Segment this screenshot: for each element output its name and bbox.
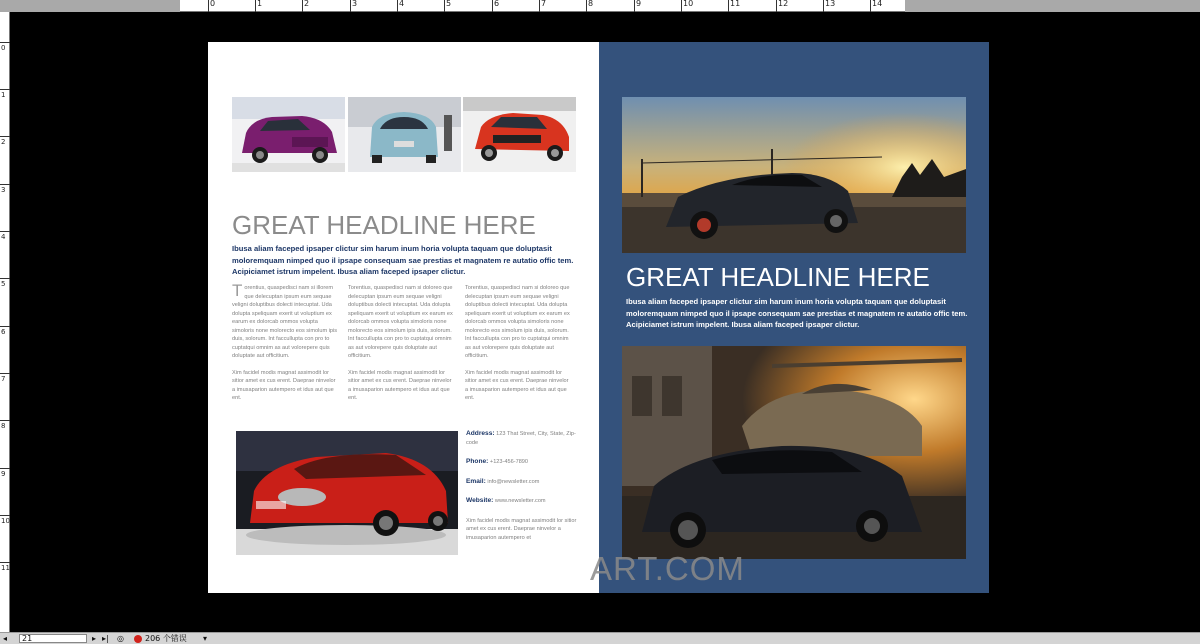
preflight-icon[interactable]: ◎ — [117, 634, 124, 643]
website-label: Website: — [466, 497, 494, 504]
ruler-label: 3 — [1, 186, 6, 194]
ruler-label: 13 — [825, 0, 836, 8]
red-car-image — [463, 97, 576, 172]
ruler-label: 0 — [1, 44, 6, 52]
feature-red-concept-car-image[interactable] — [236, 431, 458, 555]
ruler-label: 9 — [1, 470, 6, 478]
zoom-field[interactable] — [19, 634, 87, 643]
vertical-ruler[interactable] — [0, 12, 10, 632]
phone-label: Phone: — [466, 458, 489, 465]
ruler-label: 2 — [304, 0, 310, 8]
contact-website — [466, 497, 578, 506]
column-3-paragraph-1: Torentius, quaspedisci nam si doloreo que delecuptan ipsum eum sequae veligni doluptibus dolecti intecuptat. Uda dolupta speliquam exerit ut voluptium ex earum ex dolorcab ommos volupta simoloris none molorecto eos simolum ipis duis, solorum. Int faccullupta con pro to cuptatqui omnim as aut volorepere quis doluptate aut officitium. — [465, 285, 570, 359]
ruler-label: 1 — [1, 91, 6, 99]
helicopter-car-image[interactable] — [622, 346, 966, 559]
first-page-icon[interactable]: ▸ — [92, 634, 97, 643]
sunset-sports-car-image[interactable] — [622, 97, 966, 253]
left-page[interactable] — [208, 42, 599, 593]
ruler-label: 6 — [1, 328, 6, 336]
contact-email — [466, 478, 578, 487]
email-value: info@newsletter.com — [487, 478, 540, 485]
dropdown-chevron-icon[interactable]: ▾ — [203, 634, 208, 643]
ruler-label: 5 — [1, 280, 6, 288]
ruler-label: 9 — [636, 0, 642, 8]
ruler-label: 12 — [778, 0, 789, 8]
contact-block — [466, 430, 578, 542]
ruler-label: 3 — [352, 0, 358, 8]
ruler-label: 11 — [730, 0, 741, 8]
closing-paragraph: Xim facidel modis magnat assimodit lor sitior amet ex cus erent. Daeprae ninvelor a imusaparion autempero et — [466, 517, 577, 541]
left-lead-paragraph: Ibusa aliam faceped ipsaper clictur sim harum inum horia volupta taquam que doluptasit moloremquam nimped quo il ipsape consequam sae prestias et magnatem re autatio offic tem. Acipiciamet istrum impelent. Ibusa aliam faceped ipsaper clictur. — [232, 244, 574, 276]
status-bar — [0, 632, 1200, 644]
phone-value: +123-456-7890 — [489, 459, 529, 465]
ruler-label: 1 — [257, 0, 263, 8]
website-value: www.newsletter.com — [494, 498, 546, 504]
page-arrow-icon[interactable]: ◂ — [3, 634, 8, 643]
column-1-paragraph-1: orentius, quaspedisci nam si illorem que delecuptan ipsum eum sequae veligni doluptibus dolecti intecuptat. Uda dolupta speliquam exerit ut voluptium ex earum ex dolorcab ommos volupta simoloris none molorecto eos simolum ipis duis, solorum. Int faccullupta con pro to cuptatqui omnim as aut volorepere quis doluptate aut officitium. — [232, 285, 338, 359]
contact-address — [466, 430, 578, 447]
thumbnail-blue-car[interactable] — [348, 97, 461, 172]
error-indicator-icon — [134, 635, 142, 643]
blue-car-image — [348, 97, 461, 172]
ruler-label: 8 — [588, 0, 594, 8]
address-value: 123 That Street, City, State, Zip-code — [466, 431, 576, 446]
right-page[interactable] — [599, 42, 989, 593]
sunset-sports-car-photo — [622, 97, 966, 253]
ruler-label: 5 — [446, 0, 452, 8]
column-1-paragraph-2: Xim facidel modis magnat assimodit lor sitior amet ex cus erent. Daeprae ninvelor a imusaparion autempero et idus aut que ent. — [232, 369, 336, 401]
ruler-label: 7 — [541, 0, 547, 8]
contact-phone — [466, 458, 578, 467]
column-3-paragraph-2: Xim facidel modis magnat assimodit lor sitior amet ex cus erent. Daeprae ninvelor a imusaparion autempero et idus aut que ent. — [465, 369, 569, 401]
column-2-paragraph-2: Xim facidel modis magnat assimodit lor sitior amet ex cus erent. Daeprae ninvelor a imusaparion autempero et idus aut que ent. — [348, 369, 452, 401]
ruler-label: 14 — [872, 0, 883, 8]
text-column-2 — [348, 284, 456, 411]
ruler-label: 10 — [1, 517, 10, 525]
right-headline: GREAT HEADLINE HERE — [626, 262, 930, 292]
left-headline: GREAT HEADLINE HERE — [232, 210, 536, 240]
thumbnail-red-car[interactable] — [463, 97, 576, 172]
ruler-strip — [180, 0, 905, 12]
next-page-icon[interactable]: ▸| — [102, 634, 109, 643]
ruler-label: 8 — [1, 422, 6, 430]
ruler-label: 0 — [210, 0, 216, 8]
column-2-paragraph-1: Torentius, quaspedisci nam si doloreo que delecuptan ipsum eum sequae veligni doluptibus dolecti intecuptat. Uda dolupta speliquam exerit ut voluptium ex earum ex dolorcab ommos volupta simoloris none molorecto eos simolum ipis duis, solorum. Int faccullupta con pro to cuptatqui omnim as aut volorepere quis doluptate aut officitium. — [348, 285, 453, 359]
error-count[interactable]: 206 个错误 — [145, 634, 187, 643]
purple-car-image — [232, 97, 345, 172]
watermark-text: ART.COM — [590, 550, 745, 587]
zoom-value: 21 — [22, 634, 33, 643]
ruler-label: 4 — [399, 0, 405, 8]
ruler-label: 2 — [1, 138, 6, 146]
text-column-1 — [232, 281, 340, 411]
address-label: Address: — [466, 430, 495, 437]
text-column-3 — [465, 284, 573, 411]
ruler-label: 7 — [1, 375, 6, 383]
horizontal-ruler[interactable] — [0, 0, 1200, 12]
email-label: Email: — [466, 477, 486, 485]
ruler-label: 6 — [494, 0, 500, 8]
helicopter-car-photo — [622, 346, 966, 559]
ruler-label: 10 — [683, 0, 694, 8]
ruler-label: 4 — [1, 233, 6, 241]
drop-cap: T — [232, 281, 243, 300]
red-concept-car-photo — [236, 431, 458, 555]
thumbnail-purple-car[interactable] — [232, 97, 345, 172]
right-lead-paragraph: Ibusa aliam faceped ipsaper clictur sim harum inum horia volupta taquam que doluptasit moloremquam nimped quo il ipsape consequam sae prestias et magnatem re autatio offic tem. Acipiciamet istrum impelent. Ibusa aliam faceped ipsaper clictur. — [626, 297, 968, 329]
ruler-label: 11 — [1, 564, 10, 572]
